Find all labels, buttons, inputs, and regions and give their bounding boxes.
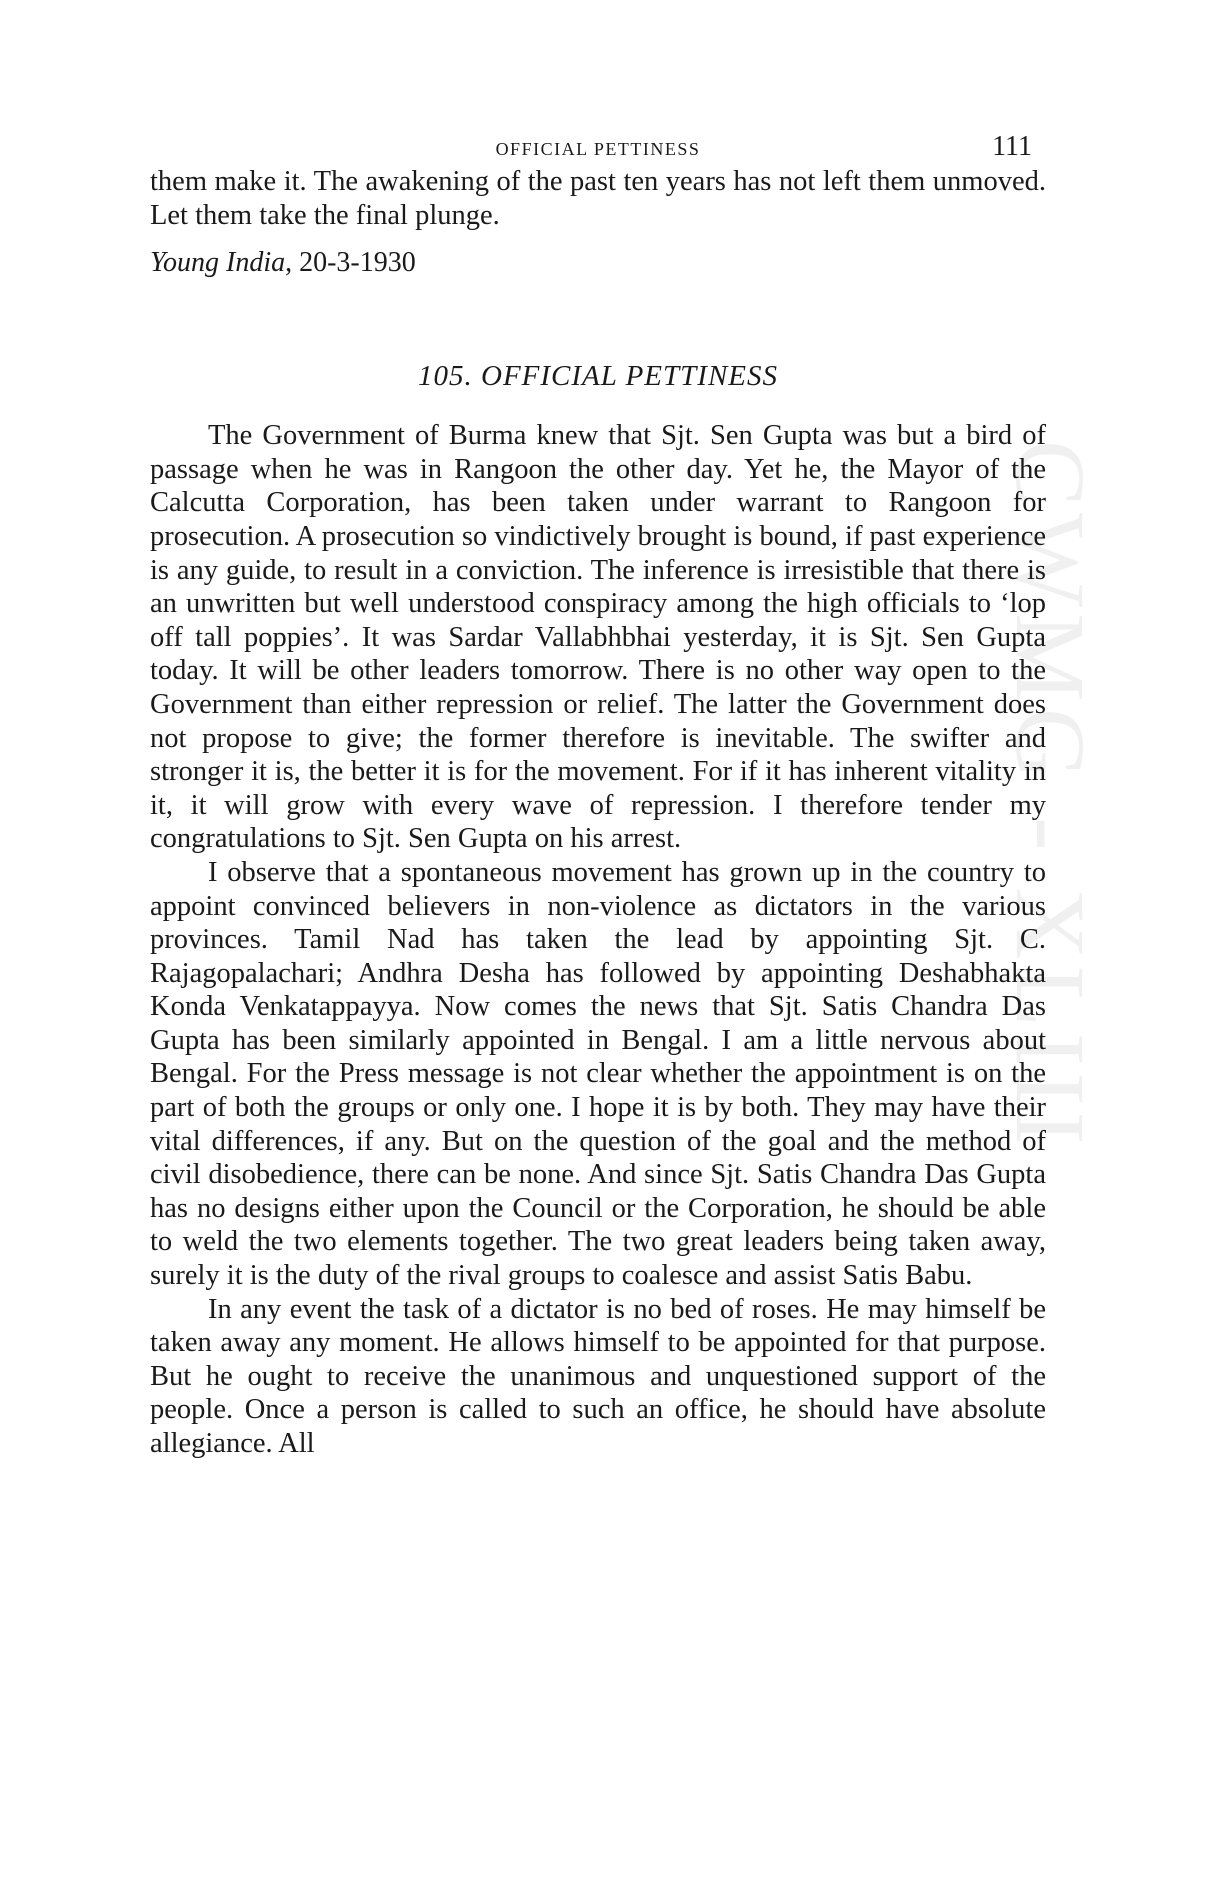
volume-watermark: CWMG - XLIII	[995, 440, 1106, 1151]
page-number: 111	[992, 131, 1032, 162]
article-heading: 105. OFFICIAL PETTINESS	[418, 360, 778, 393]
body-paragraph-2: I observe that a spontaneous movement has grown up in the country to appoint convinced believers in non-violence as dictators in the various provinces. Tamil Nad has taken the lead by appointing Sjt. C. Rajagopalachari; Andhra Desha has followed by appointing Deshabhakta Konda Venkatappayya. Now comes the news that Sjt. Satis Chandra Das Gupta has been similarly appointed in Bengal. I am a little nervous about Bengal. For the Press message is not clear whether the appointment is on the part of both the groups or only one. I hope it is by both. They may have their vital differences, if any. But on the question of the goal and the method of civil disobedience, there can be none. And since Sjt. Satis Chandra Das Gupta has no designs either upon the Council or the Corporation, he should be able to weld the two elements together. The two great leaders being taken away, surely it is the duty of the rival groups to coalesce and assist Satis Babu.	[150, 856, 1046, 1292]
book-page	[150, 125, 1046, 1461]
source-date: , 20-3-1930	[285, 247, 416, 279]
running-head	[150, 125, 1046, 165]
carryover-paragraph: them make it. The awakening of the past ten years has not left them unmoved. Let them take the final plunge.	[150, 166, 1046, 231]
source-citation	[150, 246, 1046, 280]
body-paragraph-1: The Government of Burma knew that Sjt. Sen Gupta was but a bird of passage when he was in Rangoon the other day. Yet he, the Mayor of the Calcutta Corporation, has been taken under warrant to Rangoon for prosecution. A prosecution so vindictively brought is bound, if past experience is any guide, to result in a conviction. The inference is irresistible that there is an unwritten but well understood conspiracy among the high officials to ‘lop off tall poppies’. It was Sardar Vallabhbhai yesterday, it is Sjt. Sen Gupta today. It will be other leaders tomorrow. There is no other way open to the Government than either repression or relief. The latter the Government does not propose to give; the former therefore is inevitable. The swifter and stronger it is, the better it is for the movement. For if it has inherent vitality in it, it will grow with every wave of repression. I therefore tender my congratulations to Sjt. Sen Gupta on his arrest.	[150, 420, 1046, 855]
source-publication: Young India	[150, 247, 286, 279]
running-title: OFFICIAL PETTINESS	[495, 139, 701, 159]
body-paragraph-3: In any event the task of a dictator is no bed of roses. He may himself be taken away any moment. He allows himself to be appointed for that purpose. But he ought to receive the unanimous and unquestioned support of the people. Once a person is called to such an office, he should have absolute allegiance. All	[150, 1293, 1046, 1459]
